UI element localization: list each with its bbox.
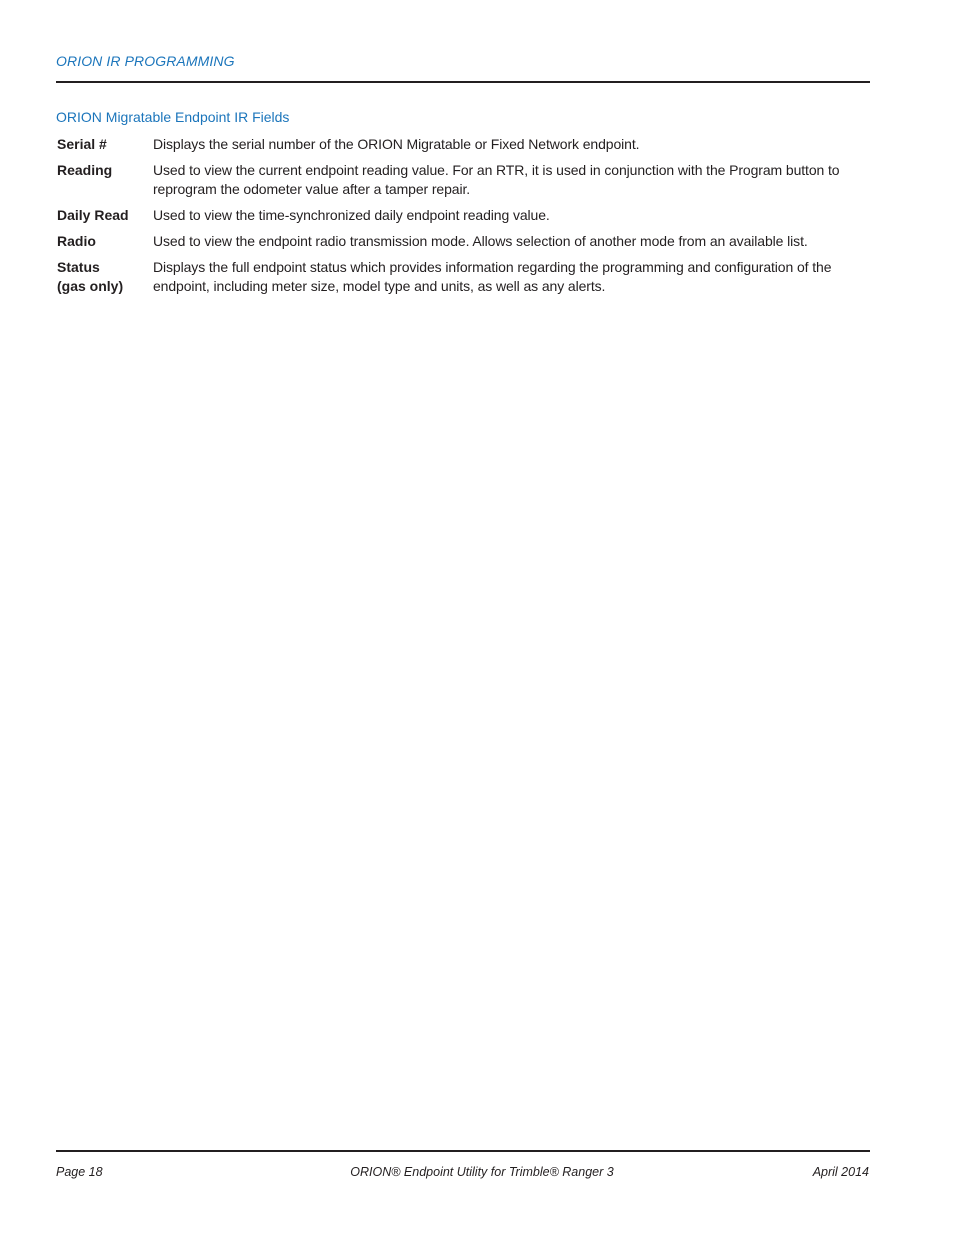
field-row-reading [57, 161, 867, 199]
field-row-daily-read [57, 206, 867, 225]
footer-product-name: ORION® Endpoint Utility for Trimble® Ranger 3 [350, 1165, 614, 1179]
field-term: Serial # [57, 136, 107, 152]
field-term: Radio [57, 233, 96, 249]
field-term: Daily Read [57, 207, 129, 223]
field-row-serial [57, 135, 867, 154]
footer-divider [56, 1150, 870, 1152]
header-divider [56, 81, 870, 83]
field-description: Displays the serial number of the ORION Migratable or Fixed Network endpoint. [153, 136, 640, 152]
field-description: Used to view the current endpoint reading value. For an RTR, it is used in conjunction with the Program button to reprogram the odometer value after a tamper repair. [153, 162, 840, 197]
field-definition-list [57, 135, 867, 303]
section-heading: ORION Migratable Endpoint IR Fields [56, 109, 290, 125]
field-description: Displays the full endpoint status which provides information regarding the programming and configuration of the endpoint, including meter size, model type and units, as well as any alerts. [153, 259, 832, 294]
field-row-radio [57, 232, 867, 251]
field-term: Status (gas only) [57, 259, 124, 294]
field-row-status [57, 258, 867, 296]
footer-page-number: Page 18 [56, 1165, 103, 1179]
running-header-title: ORION IR PROGRAMMING [56, 53, 235, 69]
footer-date: April 2014 [812, 1165, 869, 1179]
field-description: Used to view the endpoint radio transmission mode. Allows selection of another mode from an available list. [153, 233, 808, 249]
field-description: Used to view the time-synchronized daily endpoint reading value. [153, 207, 550, 223]
field-term: Reading [57, 162, 113, 178]
